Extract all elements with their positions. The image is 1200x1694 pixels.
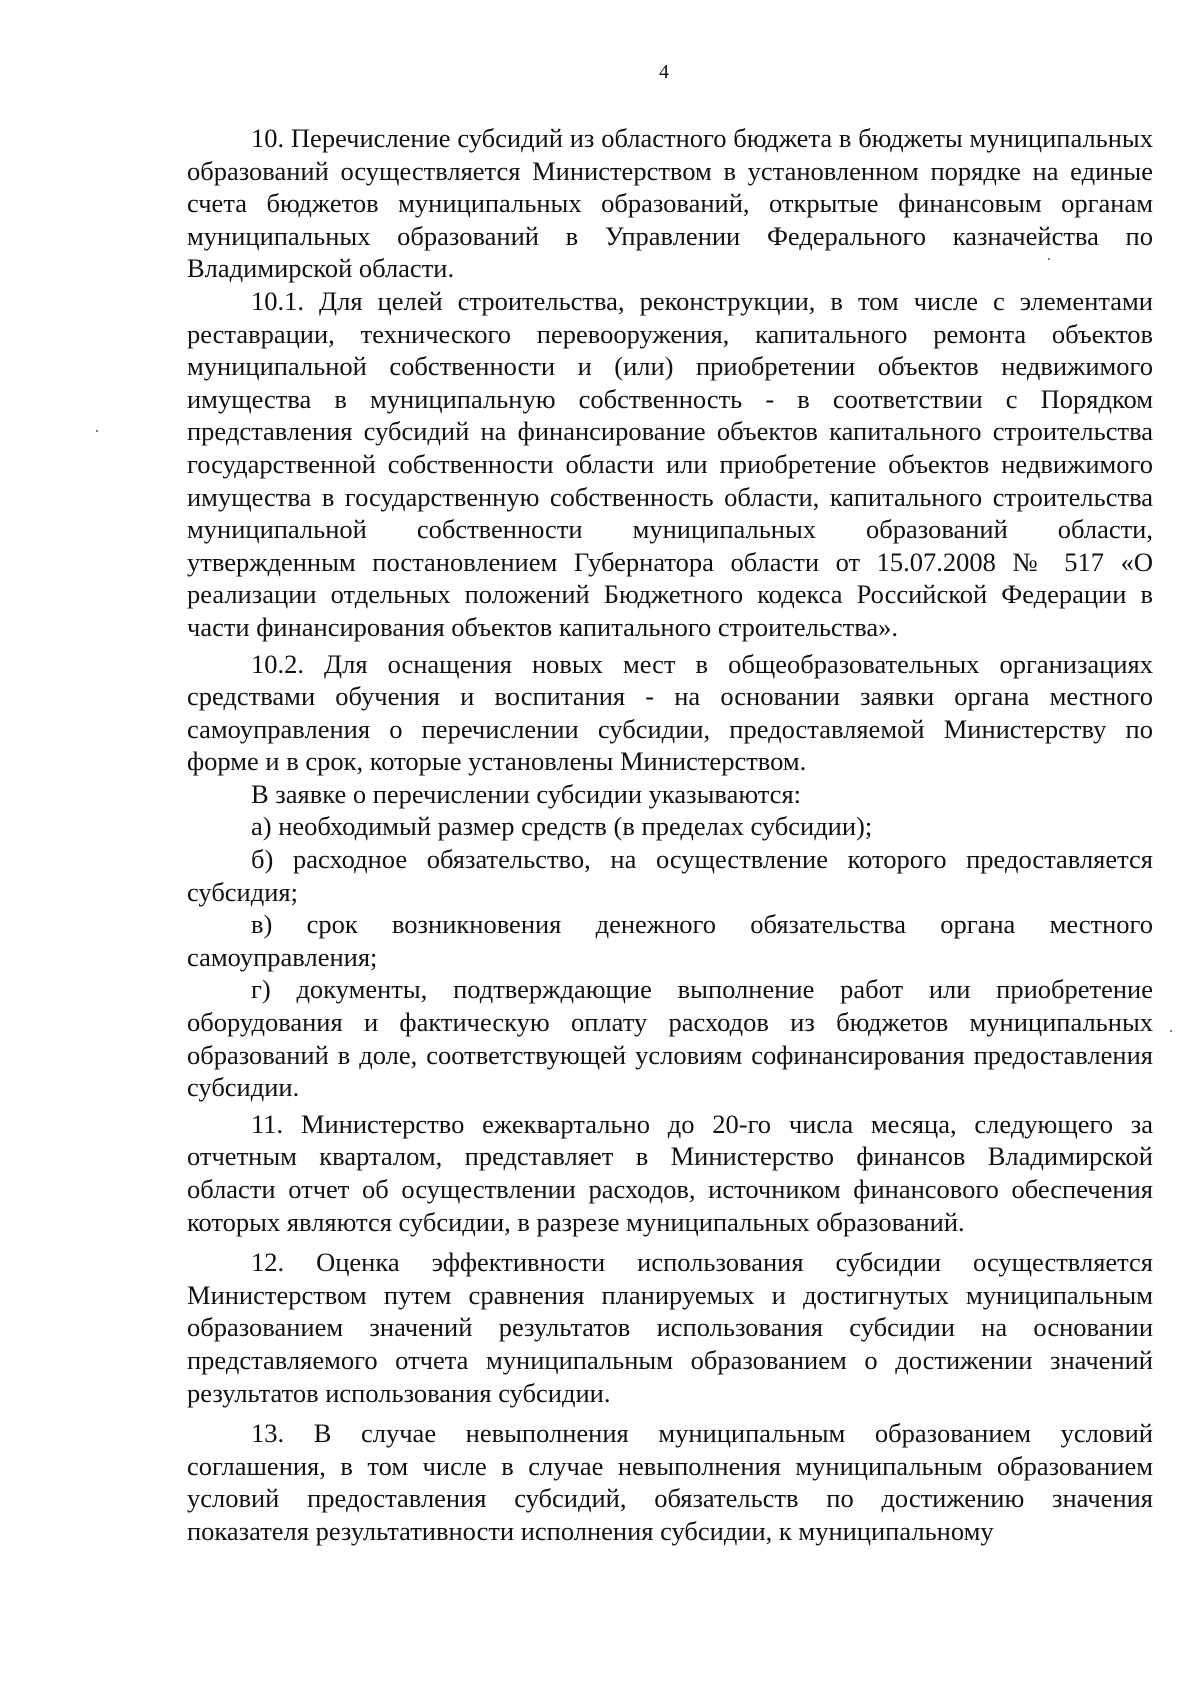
paragraph-10: 10. Перечисление субсидий из областного бюджета в бюджеты муниципальных образований осуществляется Министерством в установленном порядке на единые счета бюджетов муниципальных образований, открытые финансовым органам муниципальных образований в Управлении Федерального казначейства по Владимирской области. [187, 123, 1153, 284]
paragraph-11: 11. Министерство ежеквартально до 20-го числа месяца, следующего за отчетным кварталом, представляет в Министерство финансов Владимирской области отчет об осуществлении расходов, источником финансового обеспечения которых являются субсидии, в разрезе муниципальных образований. [187, 1108, 1153, 1237]
page-number: 4 [659, 61, 669, 83]
list-item-a: а) необходимый размер средств (в пределах субсидии); [251, 811, 873, 842]
paragraph-12: 12. Оценка эффективности использования субсидии осуществляется Министерством путем сравнения планируемых и достигнутых муниципальным образованием значений результатов использования субсидии на основании представляемого отчета муниципальным образованием о достижении значений результатов использования субсидии. [187, 1247, 1153, 1408]
list-item-b: б) расходное обязательство, на осуществление которого предоставляется субсидия; [187, 844, 1153, 907]
list-item-v: в) срок возникновения денежного обязательства органа местного самоуправления; [187, 909, 1153, 972]
scan-speck [1170, 1030, 1172, 1032]
paragraph-request-contents: В заявке о перечислении субсидии указываются: [251, 778, 801, 809]
paragraph-13: 13. В случае невыполнения муниципальным образованием условий соглашения, в том числе в случае невыполнения муниципальным образованием условий предоставления субсидий, обязательств по достижению значения показателя результативности исполнения субсидии, к муниципальному [187, 1418, 1153, 1546]
paragraph-10-1: 10.1. Для целей строительства, реконструкции, в том числе с элементами реставрации, технического перевооружения, капитального ремонта объектов муниципальной собственности и (или) приобретении объектов недвижимого имущества в муниципальную собственность - в соответствии с Порядком представления субсидий на финансирование объектов капитального строительства государственной собственности области или приобретение объектов недвижимого имущества в государственную собственность области, капитального строительства муниципальной собственности муниципальных образований области, утвержденным постановлением Губернатора области от 15.07.2008 № 517 «О реализации отдельных положений Бюджетного кодекса Российской Федерации в части финансирования объектов капитального строительства». [187, 285, 1153, 642]
scan-speck [1048, 258, 1050, 260]
document-body [187, 122, 1153, 1548]
list-item-g: г) документы, подтверждающие выполнение работ или приобретение оборудования и фактическую оплату расходов из бюджетов муниципальных образований в доле, соответствующей условиям софинансирования предоставления субсидии. [187, 974, 1153, 1103]
scan-speck [96, 430, 98, 432]
paragraph-10-2: 10.2. Для оснащения новых мест в общеобразовательных организациях средствами обучения и воспитания - на основании заявки органа местного самоуправления о перечислении субсидии, предоставляемой Министерству по форме и в срок, которые установлены Министерством. [187, 648, 1153, 777]
